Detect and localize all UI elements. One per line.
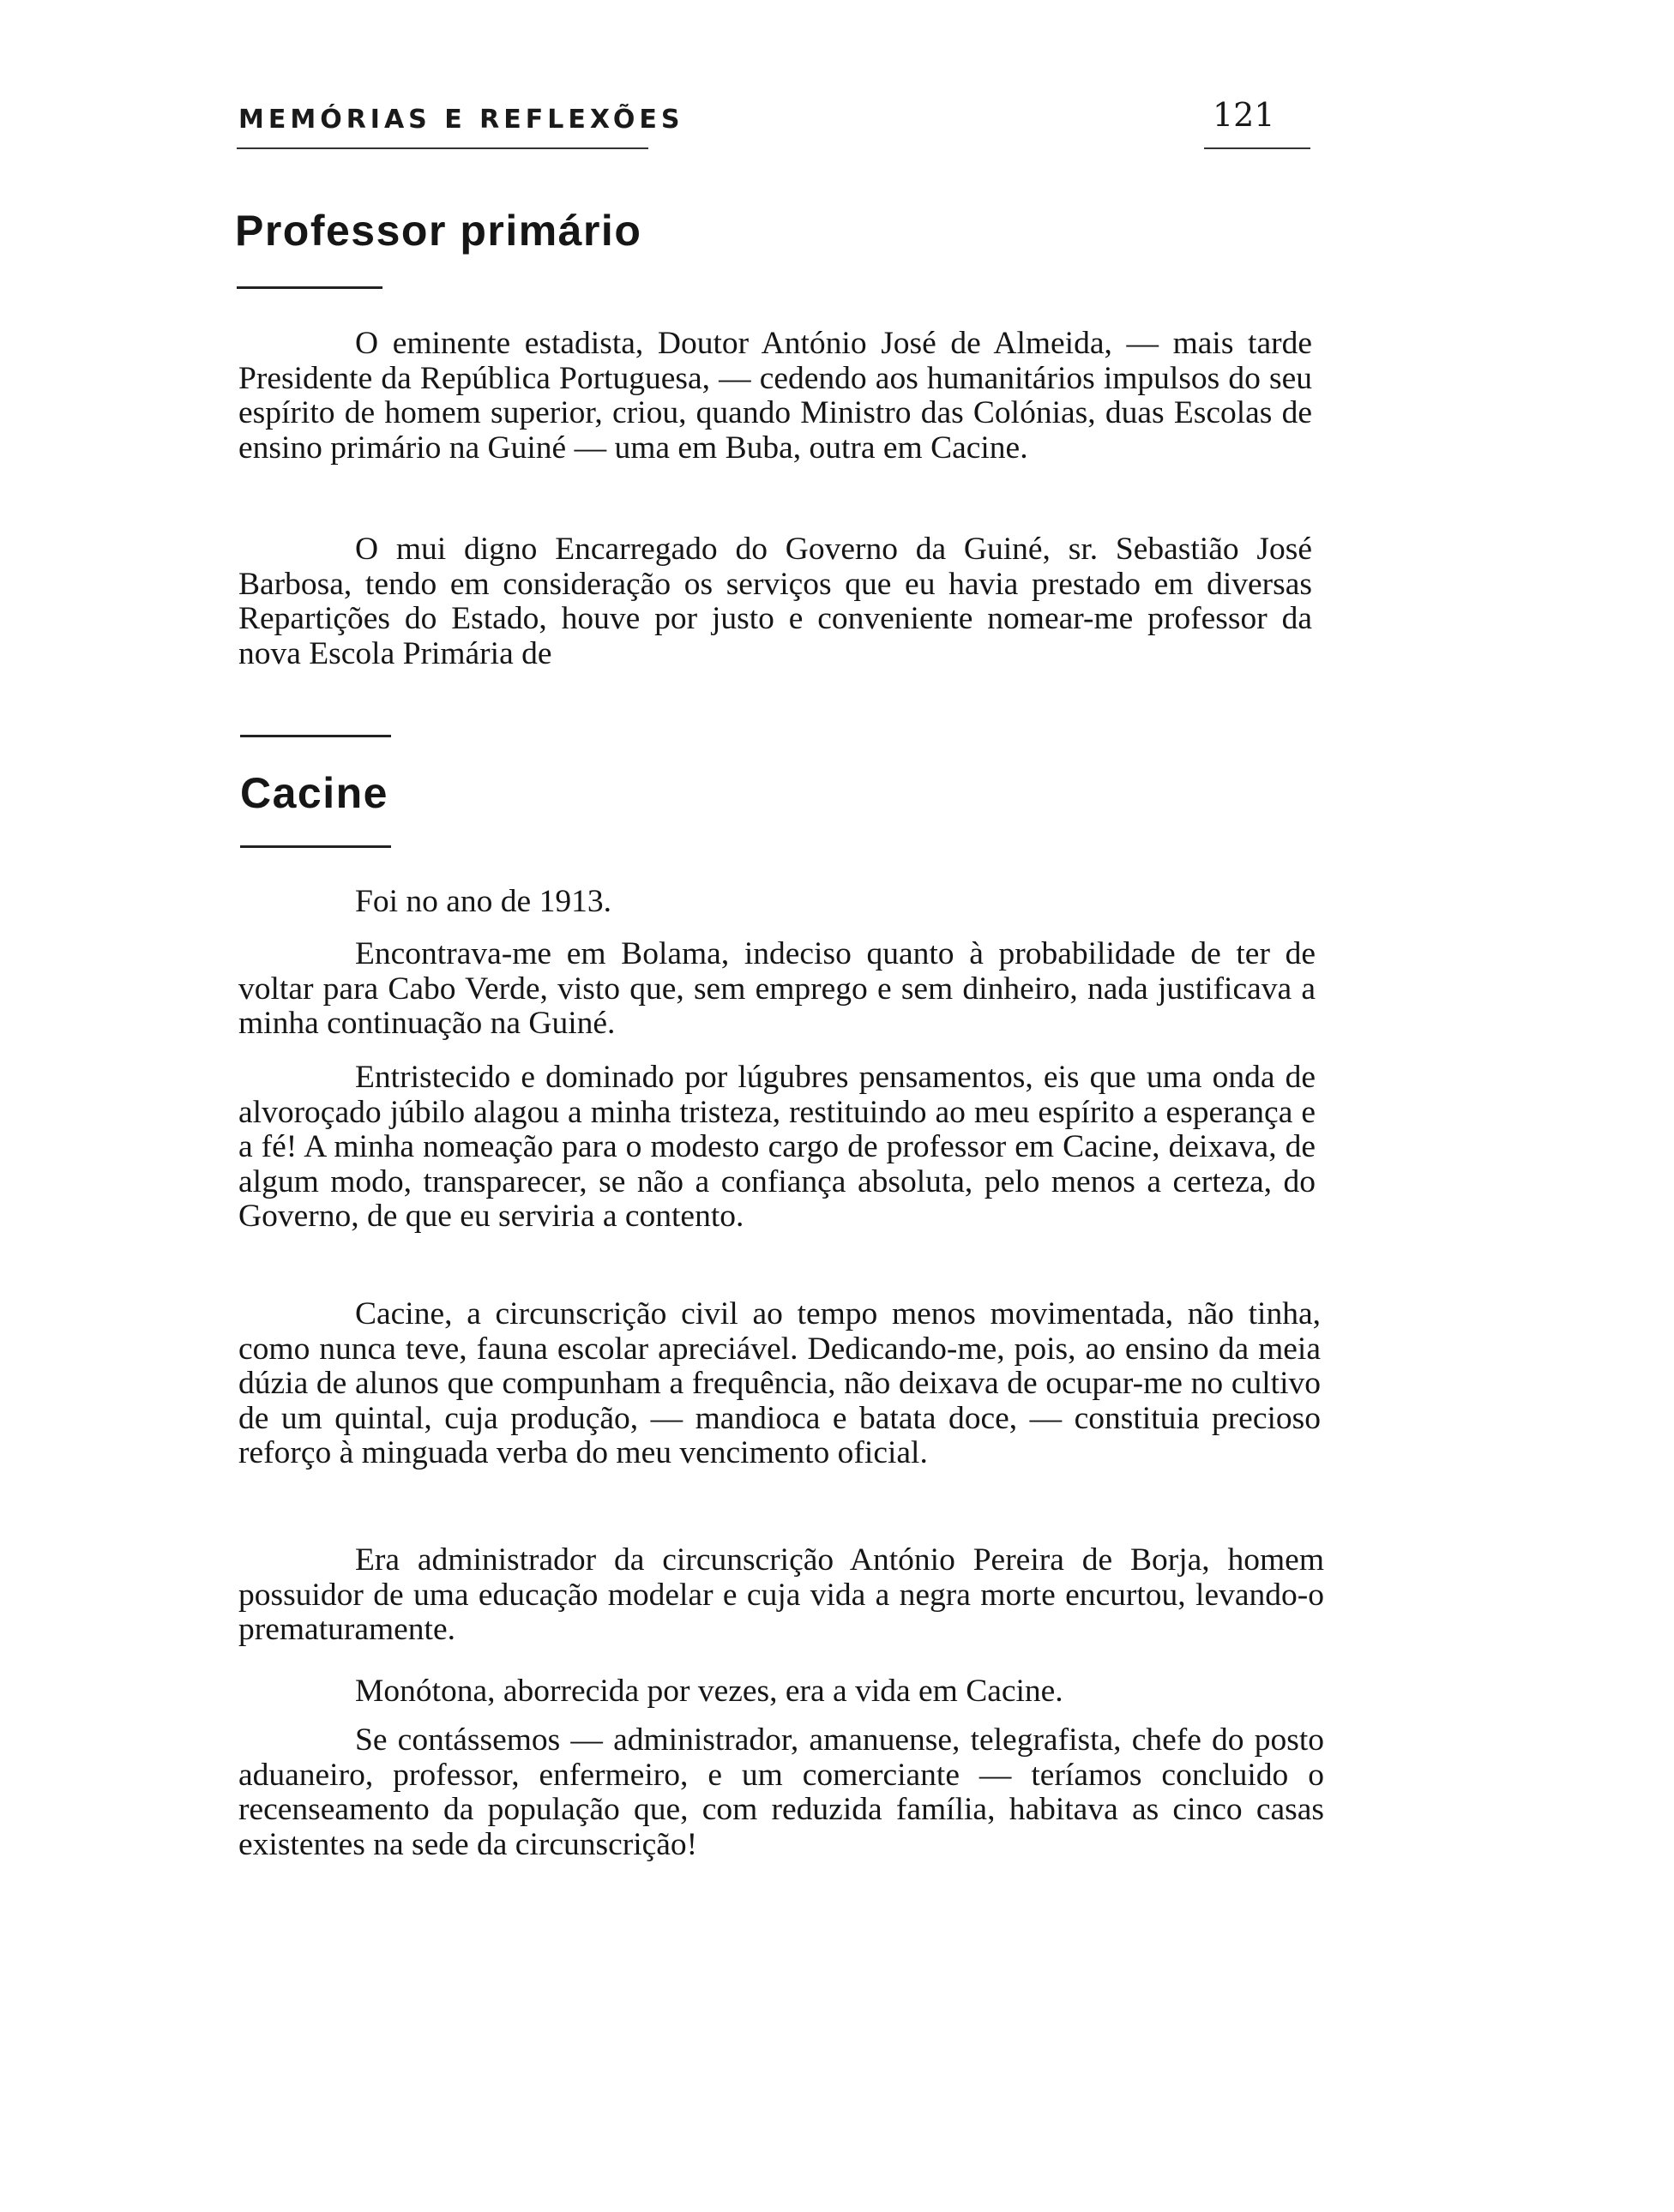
header-rule-left: [237, 147, 648, 149]
heading-rule-below-cacine: [240, 845, 391, 848]
paragraph-cacine-circunscricao: Cacine, a circunscrição civil ao tempo menos movimentada, não tinha, como nunca teve, fauna escolar apreciável. Dedicando-me, pois, ao ensino da meia dúzia de alunos que compunham a frequência, não deixava de ocupar-me no cultivo de um quintal, cuja produção, — mandioca e batata doce, — constituia precioso reforço à minguada verba do meu vencimento oficial.: [238, 1296, 1321, 1470]
heading-rule-below-professor: [237, 286, 382, 289]
running-title: MEMÓRIAS E REFLEXÕES: [238, 105, 684, 135]
section-heading-professor-primario: Professor primário: [235, 207, 642, 255]
paragraph-contassemos: Se contássemos — administrador, amanuense, telegrafista, chefe do posto aduaneiro, professor, enfermeiro, e um comerciante — teríamos concluido o recenseamento da população que, com reduzida família, habitava as cinco casas existentes na sede da circunscrição!: [238, 1722, 1324, 1862]
paragraph-administrador: Era administrador da circunscrição António Pereira de Borja, homem possuidor de uma educação modelar e cuja vida a negra morte encurtou, levando-o prematuramente.: [238, 1542, 1324, 1647]
paragraph-monotona: Monótona, aborrecida por vezes, era a vida em Cacine.: [355, 1674, 1063, 1709]
header-rule-right: [1204, 147, 1310, 149]
paragraph-ano-1913: Foi no ano de 1913.: [355, 884, 611, 919]
page-number: 121: [1213, 96, 1275, 134]
paragraph-encontrava-me: Encontrava-me em Bolama, indeciso quanto à probabilidade de ter de voltar para Cabo Verde, visto que, sem emprego e sem dinheiro, nada justificava a minha continuação na Guiné.: [238, 936, 1316, 1041]
heading-rule-above-cacine: [240, 735, 391, 737]
section-heading-cacine: Cacine: [240, 769, 388, 817]
paragraph-mui-digno: O mui digno Encarregado do Governo da Guiné, sr. Sebastião José Barbosa, tendo em consideração os serviços que eu havia prestado em diversas Repartições do Estado, houve por justo e conveniente nomear-me professor da nova Escola Primária de: [238, 532, 1312, 671]
paragraph-entristecido: Entristecido e dominado por lúgubres pensamentos, eis que uma onda de alvoroçado júbilo alagou a minha tristeza, restituindo ao meu espírito a esperança e a fé! A minha nomeação para o modesto cargo de professor em Cacine, deixava, de algum modo, transparecer, se não a confiança absoluta, pelo menos a certeza, do Governo, de que eu serviria a contento.: [238, 1060, 1316, 1234]
paragraph-eminente-estadista: O eminente estadista, Doutor António José de Almeida, — mais tarde Presidente da República Portuguesa, — cedendo aos humanitários impulsos do seu espírito de homem superior, criou, quando Ministro das Colónias, duas Escolas de ensino primário na Guiné — uma em Buba, outra em Cacine.: [238, 326, 1312, 466]
